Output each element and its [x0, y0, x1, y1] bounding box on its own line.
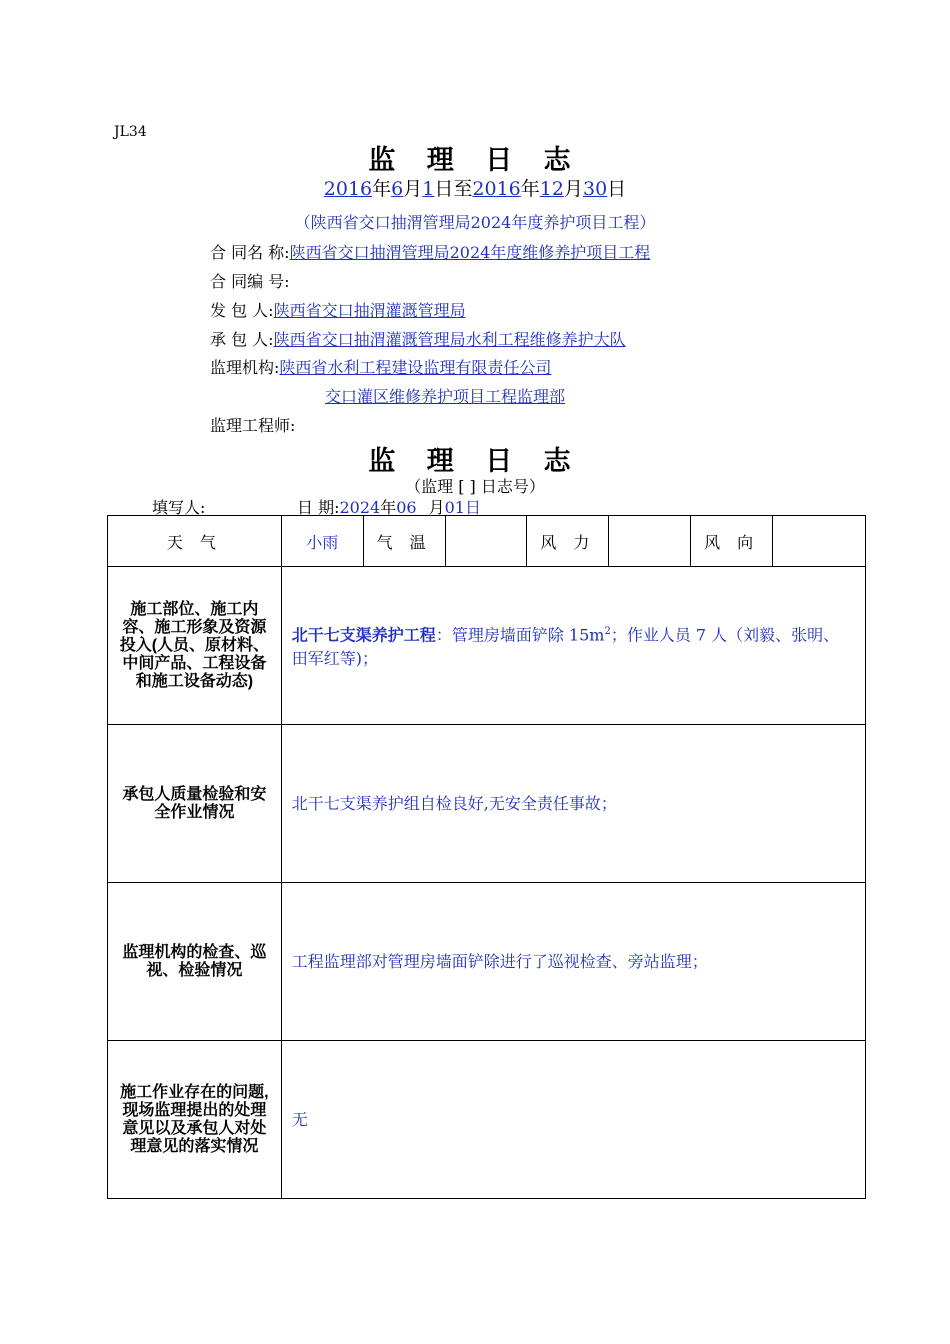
to-char: 至 — [453, 178, 473, 200]
weather-label: 天 气 — [108, 516, 282, 567]
employer-label: 发 包 人: — [210, 301, 274, 320]
start-day: 1 — [422, 178, 435, 200]
row-label-construction: 施工部位、施工内容、施工形象及资源投入(人员、原材料、中间产品、工程设备和施工设备动态) — [108, 567, 282, 725]
table-row — [108, 1041, 866, 1199]
log-title: 监 理 日 志 — [368, 446, 582, 477]
content-bold: 北干七支渠养护工程 — [291, 625, 436, 645]
month-char-2: 月 — [563, 178, 583, 200]
log-date-d: 日 — [464, 498, 481, 517]
contract-no-row — [210, 269, 290, 292]
contractor-label: 承 包 人: — [210, 330, 274, 349]
log-date-month: 06 — [396, 498, 417, 517]
wind-direction-label: 风 向 — [691, 516, 773, 567]
employer-row — [210, 298, 466, 321]
contract-name-row — [210, 240, 650, 263]
supervisor-org-row-2 — [325, 384, 565, 407]
log-date-m: 月 — [428, 498, 445, 517]
row-label-quality: 承包人质量检验和安全作业情况 — [108, 725, 282, 883]
day-char-2: 日 — [607, 178, 627, 200]
date-label: 日 期: — [297, 498, 340, 517]
wind-value — [609, 516, 691, 567]
start-year: 2016 — [323, 178, 373, 200]
log-date-day: 01 — [444, 498, 465, 517]
year-char: 年 — [372, 178, 392, 200]
contractor-row — [210, 327, 626, 350]
weather-row — [108, 516, 866, 567]
engineer-label: 监理工程师: — [210, 416, 296, 435]
date-range — [0, 174, 950, 201]
contract-name-value: 陕西省交口抽渭管理局2024年度维修养护项目工程 — [289, 243, 651, 262]
table-row — [108, 567, 866, 725]
end-month: 12 — [539, 178, 564, 200]
row-label-problems: 施工作业存在的问题,现场监理提出的处理意见以及承包人对处理意见的落实情况 — [108, 1041, 282, 1199]
log-date-year: 2024 — [339, 498, 381, 517]
log-table — [107, 515, 866, 1199]
row-content-quality: 北干七支渠养护组自检良好,无安全责任事故； — [281, 725, 865, 883]
end-day: 30 — [582, 178, 608, 200]
end-year: 2016 — [472, 178, 521, 200]
form-code: JL34 — [114, 124, 147, 140]
row-content-problems: 无 — [281, 1041, 865, 1199]
temp-label: 气 温 — [363, 516, 445, 567]
row-content-construction — [281, 567, 865, 725]
page-title: 监 理 日 志 — [368, 145, 582, 176]
supervisor-org-value-1: 陕西省水利工程建设监理有限责任公司 — [279, 358, 552, 377]
project-line: （陕西省交口抽渭管理局2024年度养护项目工程） — [294, 213, 656, 232]
supervisor-org-row — [210, 355, 551, 378]
table-row — [108, 725, 866, 883]
row-content-inspection: 工程监理部对管理房墙面铲除进行了巡视检查、旁站监理； — [281, 883, 865, 1041]
supervisor-org-label: 监理机构: — [210, 358, 280, 377]
contract-no-label: 合 同编 号: — [210, 272, 290, 291]
contractor-value: 陕西省交口抽渭灌溉管理局水利工程维修养护大队 — [273, 330, 626, 349]
start-month: 6 — [391, 178, 404, 200]
temp-value — [445, 516, 527, 567]
content-sup: 2 — [604, 625, 611, 637]
employer-value: 陕西省交口抽渭灌溉管理局 — [273, 301, 466, 320]
table-row — [108, 883, 866, 1041]
supervisor-org-value-2: 交口灌区维修养护项目工程监理部 — [325, 387, 566, 406]
row-label-inspection: 监理机构的检查、巡视、检验情况 — [108, 883, 282, 1041]
log-date-y: 年 — [380, 498, 397, 517]
engineer-row — [210, 413, 295, 436]
contract-name-label: 合 同名 称: — [210, 243, 290, 262]
log-subtitle: （监理 [ ] 日志号） — [405, 477, 545, 496]
month-char: 月 — [403, 178, 423, 200]
wind-label: 风 力 — [527, 516, 609, 567]
day-char: 日 — [434, 178, 454, 200]
year-char-2: 年 — [520, 178, 540, 200]
wind-direction-value — [773, 516, 866, 567]
content-part-b: ；作业人员 7 人（刘毅、张明、田军红等)； — [291, 625, 840, 669]
content-part-a: ：管理房墙面铲除 15m — [435, 625, 605, 645]
weather-value: 小雨 — [281, 516, 363, 567]
filler-label: 填写人: — [152, 498, 206, 517]
